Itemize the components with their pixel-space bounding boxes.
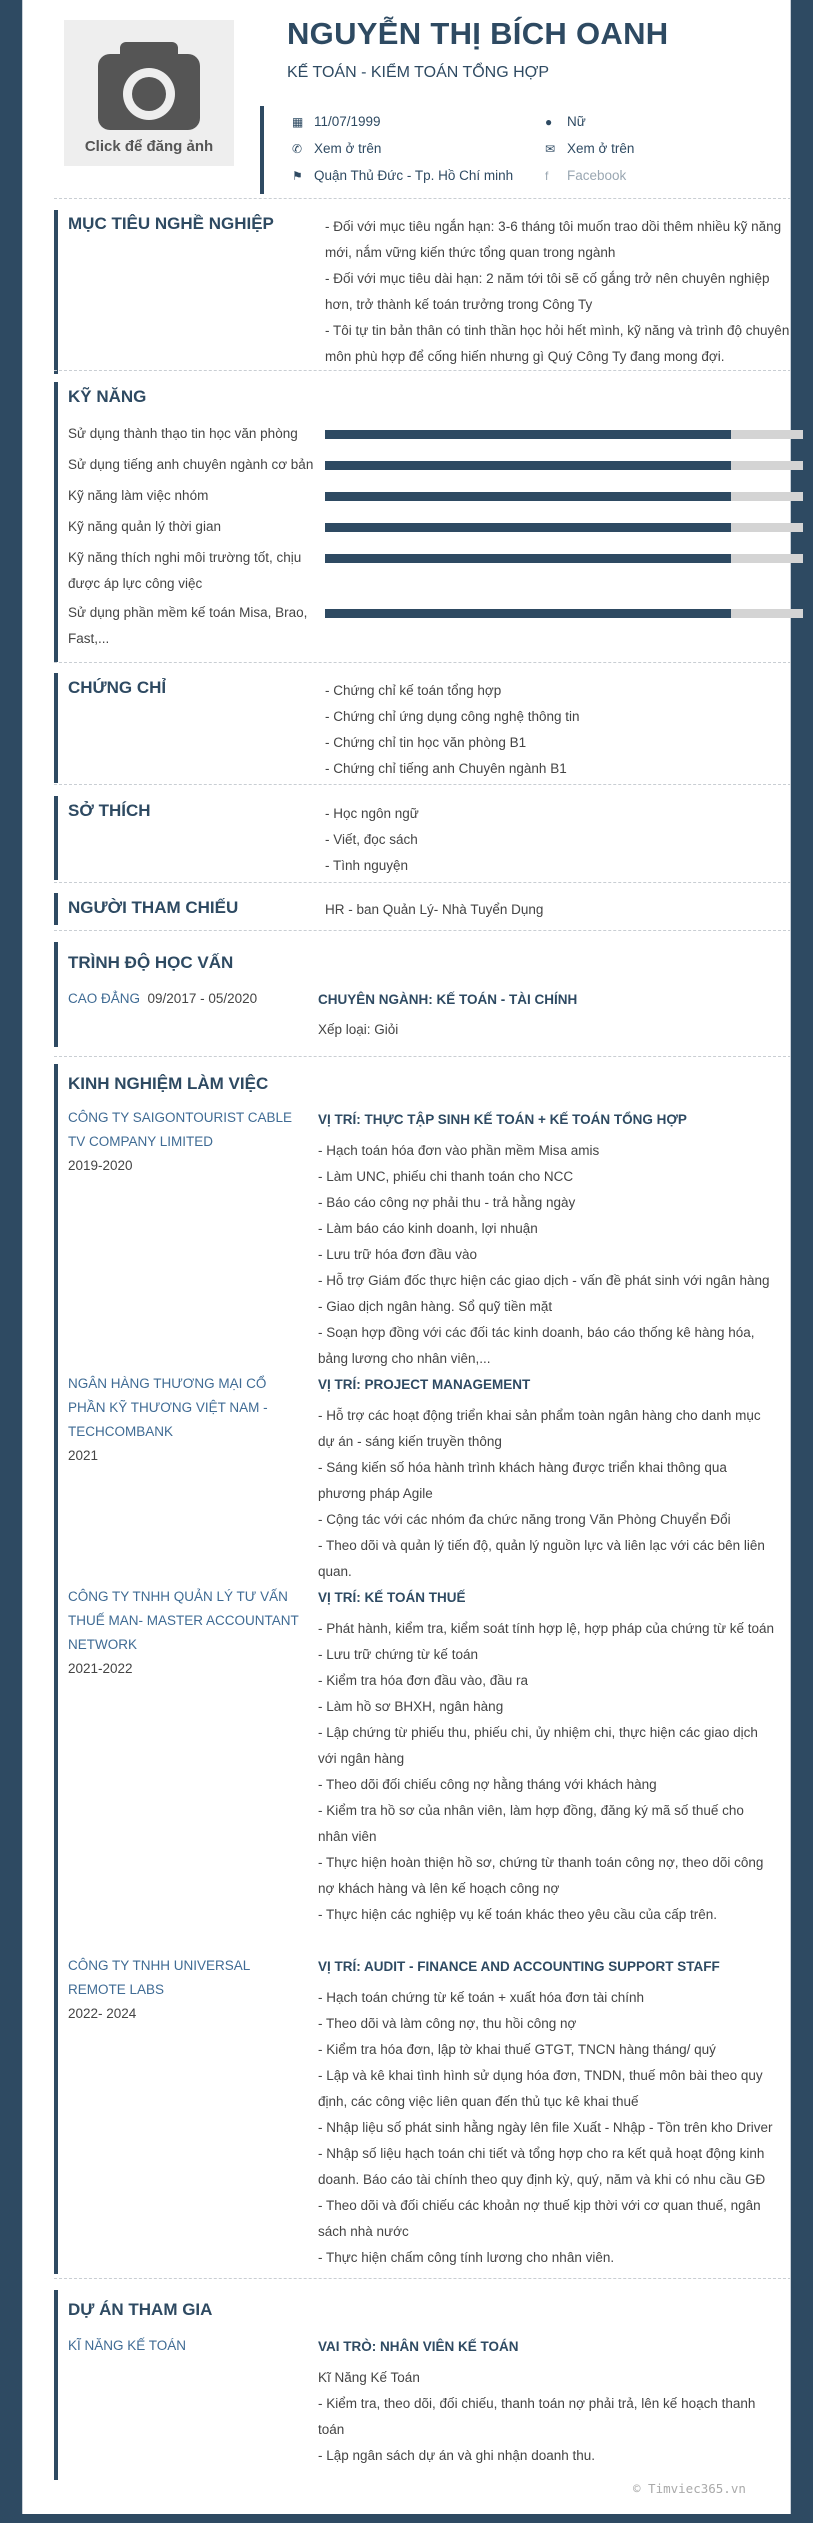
duty-item: - Lập chứng từ phiếu thu, phiếu chi, ủy nhiệm chi, thực hiện các giao dịch [318, 1725, 758, 1740]
info-accent-bar [260, 106, 264, 194]
company-years: 2022- 2024 [68, 2006, 137, 2021]
duty-item: - Theo dõi và làm công nợ, thu hồi công nợ [318, 2016, 577, 2031]
skill-bar [325, 523, 803, 532]
experience-duties [318, 1138, 788, 1372]
education-period: 09/2017 - 05/2020 [147, 991, 258, 1006]
address-row [292, 168, 513, 183]
duty-item: - Nhập số liệu hạch toán chi tiết và tổng hợp cho ra kết quả hoạt động kinh [318, 2146, 765, 2161]
objective-line: - Đối với mục tiêu dài hạn: 2 năm tới tôi sẽ cố gắng trở nên chuyên nghiệp [325, 271, 770, 286]
duty-item: - Lưu trữ chứng từ kế toán [318, 1647, 478, 1662]
duty-item: - Lưu trữ hóa đơn đầu vào [318, 1247, 478, 1262]
certificates-title: CHỨNG CHỈ [68, 678, 167, 697]
skill-bar-fill [325, 554, 731, 563]
email-row [545, 141, 634, 156]
experience-company [68, 1372, 303, 1468]
duty-item: - Giao dịch ngân hàng. Sổ quỹ tiền mặt [318, 1299, 553, 1314]
duty-item: - Làm UNC, phiếu chi thanh toán cho NCC [318, 1169, 574, 1184]
skill-bar [325, 609, 803, 618]
objective-title: MỤC TIÊU NGHỀ NGHIỆP [68, 214, 274, 233]
project-role: VAI TRÒ: NHÂN VIÊN KẾ TOÁN [318, 2339, 519, 2354]
skill-bar-fill [325, 523, 731, 532]
skill-label: Sử dụng phần mềm kế toán Misa, Brao, Fast,... [68, 605, 308, 646]
certificates-list [325, 678, 785, 782]
gender-value: Nữ [567, 114, 586, 129]
company-years: 2021 [68, 1448, 99, 1463]
divider [54, 370, 791, 371]
skill-label: Kỹ năng thích nghi môi trường tốt, chịu được áp lực công việc [68, 550, 302, 591]
duty-item: - Hỗ trợ các hoạt động triển khai sản phẩm toàn ngân hàng cho danh mục [318, 1408, 761, 1423]
facebook-icon: f [545, 169, 549, 183]
skill-bar [325, 492, 803, 501]
education-title: TRÌNH ĐỘ HỌC VẤN [68, 953, 234, 972]
education-accent-bar [54, 942, 58, 1047]
duty-item: định, các công việc liên quan đến thủ tục kê khai thuế [318, 2094, 639, 2109]
company-name: CÔNG TY TNHH UNIVERSAL REMOTE LABS [68, 1958, 250, 1997]
skills-title: KỸ NĂNG [68, 387, 147, 406]
education-major: CHUYÊN NGÀNH: KẾ TOÁN - TÀI CHÍNH [318, 992, 578, 1007]
hobbies-title: SỞ THÍCH [68, 801, 151, 820]
divider [54, 2278, 791, 2279]
experience-accent-bar [54, 1064, 58, 2274]
certificate-item: - Chứng chỉ kế toán tổng hợp [325, 683, 502, 698]
duty-item: - Thực hiện các nghiệp vụ kế toán khác theo yêu cầu của cấp trên. [318, 1907, 718, 1922]
watermark: © Timviec365.vn [633, 2481, 746, 2496]
skill-bar-fill [325, 609, 731, 618]
birthday-value: 11/07/1999 [314, 114, 381, 129]
experience-position: VỊ TRÍ: AUDIT - FINANCE AND ACCOUNTING SUPPORT STAFF [318, 1959, 720, 1974]
duty-item: doanh. Báo cáo tài chính theo quy định kỳ, quý, năm và khi có nhu cầu GĐ [318, 2172, 766, 2187]
skill-bar-fill [325, 461, 731, 470]
gender-row [545, 114, 586, 129]
skill-bar-fill [325, 492, 731, 501]
duty-item: - Hạch toán hóa đơn vào phần mềm Misa amis [318, 1143, 600, 1158]
objective-line: hơn, trở thành kế toán trưởng trong Công Ty [325, 297, 593, 312]
duty-item: - Kiểm tra hóa đơn, lập tờ khai thuế GTGT, TNCN hàng tháng/ quý [318, 2042, 716, 2057]
hobby-item: - Tình nguyện [325, 858, 409, 873]
duty-item: dự án - sáng kiến truyền thông [318, 1434, 502, 1449]
references-title: NGƯỜI THAM CHIẾU [68, 898, 239, 917]
duty-item: - Làm báo cáo kinh doanh, lợi nhuận [318, 1221, 538, 1236]
email-icon: ✉ [545, 142, 556, 156]
project-details [318, 2365, 788, 2469]
duty-item: - Báo cáo công nợ phải thu - trả hằng ngày [318, 1195, 576, 1210]
duty-item: phương pháp Agile [318, 1486, 433, 1501]
duty-item: - Theo dõi và đối chiếu các khoản nợ thuế kịp thời với cơ quan thuế, ngân [318, 2198, 761, 2213]
duty-item: nợ khách hàng và lên kế hoạch công nợ [318, 1881, 560, 1896]
experience-company [68, 1585, 303, 1681]
duty-item: - Kiểm tra hồ sơ của nhân viên, làm hợp đồng, đăng ký mã số thuế cho [318, 1803, 744, 1818]
experience-position: VỊ TRÍ: PROJECT MANAGEMENT [318, 1377, 531, 1392]
duty-item: - Thực hiện chấm công tính lương cho nhân viên. [318, 2250, 615, 2265]
company-name: CÔNG TY SAIGONTOURIST CABLE TV COMPANY LIMITED [68, 1110, 293, 1149]
skill-label: Kỹ năng quản lý thời gian [68, 519, 221, 534]
duty-item: với ngân hàng [318, 1751, 405, 1766]
skills-accent-bar [54, 382, 58, 662]
experience-company [68, 1954, 303, 2026]
facebook-value[interactable]: Facebook [567, 168, 627, 183]
address-value: Quận Thủ Đức - Tp. Hồ Chí minh [314, 168, 514, 183]
duty-item: - Soạn hợp đồng với các đối tác kinh doanh, báo cáo thống kê hàng hóa, [318, 1325, 755, 1340]
divider [54, 662, 791, 663]
skill-label: Sử dụng thành thạo tin học văn phòng [68, 426, 298, 441]
skill-bar-fill [325, 430, 731, 439]
phone-icon: ✆ [292, 142, 303, 156]
divider [54, 930, 791, 931]
certificate-item: - Chứng chỉ tin học văn phòng B1 [325, 735, 527, 750]
hobby-item: - Viết, đọc sách [325, 832, 418, 847]
skill-label: Sử dụng tiếng anh chuyên ngành cơ bản [68, 457, 314, 472]
divider [54, 198, 791, 199]
job-title: KẾ TOÁN - KIỂM TOÁN TỔNG HỢP [287, 64, 550, 81]
education-grade: Xếp loại: Giỏi [318, 1022, 399, 1037]
projects-title: DỰ ÁN THAM GIA [68, 2300, 213, 2319]
experience-duties [318, 1616, 788, 1928]
experience-company [68, 1106, 303, 1178]
duty-item: - Phát hành, kiểm tra, kiểm soát tính hợp lệ, hợp pháp của chứng từ kế toán [318, 1621, 775, 1636]
duty-item: - Hỗ trợ Giám đốc thực hiện các giao dịch - vấn đề phát sinh với ngân hàng [318, 1273, 770, 1288]
phone-value: Xem ở trên [314, 141, 382, 156]
company-years: 2019-2020 [68, 1158, 133, 1173]
bottom-border [0, 2514, 813, 2523]
objective-line: - Đối với mục tiêu ngắn hạn: 3-6 tháng tôi muốn trao dồi thêm nhiều kỹ năng [325, 219, 782, 234]
experience-position: VỊ TRÍ: KẾ TOÁN THUẾ [318, 1590, 466, 1605]
duty-item: - Nhập liệu số phát sinh hằng ngày lên file Xuất - Nhập - Tồn trên kho Driver [318, 2120, 773, 2135]
avatar-caption: Click để đăng ảnh [84, 138, 214, 155]
phone-row [292, 141, 381, 156]
duty-item: - Làm hồ sơ BHXH, ngân hàng [318, 1699, 504, 1714]
references-text: HR - ban Quản Lý- Nhà Tuyển Dụng [325, 902, 544, 917]
signpost-icon: ⚑ [292, 169, 303, 183]
experience-position: VỊ TRÍ: THỰC TẬP SINH KẾ TOÁN + KẾ TOÁN TỔNG HỢP [318, 1112, 687, 1127]
objective-line: môn phù hợp để cống hiến nhưng gì Quý Công Ty đang mong đợi. [325, 349, 725, 364]
calendar-icon: ▦ [292, 115, 304, 129]
project-line: Kĩ Năng Kế Toán [318, 2370, 420, 2385]
duty-item: - Sáng kiến số hóa hành trình khách hàng được triển khai thông qua [318, 1460, 727, 1475]
objective-line: - Tôi tự tin bản thân có tinh thần học hỏi hết mình, kỹ năng và trình độ chuyên [325, 323, 790, 338]
objective-accent-bar [54, 210, 58, 374]
left-border [0, 0, 22, 2523]
experience-duties [318, 1985, 788, 2271]
references-accent-bar [54, 893, 58, 925]
avatar-upload[interactable] [64, 20, 234, 166]
skill-bar [325, 461, 803, 470]
company-years: 2021-2022 [68, 1661, 133, 1676]
user-icon: ● [545, 115, 553, 129]
company-name: CÔNG TY TNHH QUẢN LÝ TƯ VẤN THUẾ MAN- MASTER ACCOUNTANT NETWORK [68, 1589, 299, 1652]
divider [54, 882, 791, 883]
projects-accent-bar [54, 2290, 58, 2480]
certificate-item: - Chứng chỉ tiếng anh Chuyên ngành B1 [325, 761, 567, 776]
company-name: NGÂN HÀNG THƯƠNG MẠI CỔ PHẦN KỸ THƯƠNG VIỆT NAM - TECHCOMBANK [68, 1376, 268, 1439]
objective-text [325, 214, 805, 370]
duty-item: - Theo dõi đối chiếu công nợ hằng tháng với khách hàng [318, 1777, 657, 1792]
project-line: - Lập ngân sách dự án và ghi nhận doanh thu. [318, 2448, 596, 2463]
project-name: KĨ NĂNG KẾ TOÁN [68, 2338, 187, 2353]
project-line: - Kiểm tra, theo dõi, đối chiếu, thanh toán nợ phải trả, lên kế hoạch thanh [318, 2396, 756, 2411]
camera-icon [98, 42, 200, 130]
duty-item: bảng lương cho nhân viên,... [318, 1351, 491, 1366]
objective-line: mới, nắm vững kiến thức tổng quan trong ngành [325, 245, 616, 260]
certificate-item: - Chứng chỉ ứng dụng công nghệ thông tin [325, 709, 580, 724]
email-value: Xem ở trên [567, 141, 635, 156]
duty-item: - Thực hiện hoàn thiện hồ sơ, chứng từ thanh toán công nợ, theo dõi công [318, 1855, 764, 1870]
duty-item: sách nhà nước [318, 2224, 409, 2239]
skill-bar [325, 430, 803, 439]
facebook-row[interactable] [545, 168, 626, 183]
birthday-row [292, 114, 381, 129]
skill-label: Kỹ năng làm việc nhóm [68, 488, 209, 503]
right-border [791, 0, 813, 2523]
duty-item: - Kiểm tra hóa đơn đầu vào, đầu ra [318, 1673, 528, 1688]
hobbies-list [325, 801, 785, 879]
education-school: CAO ĐẲNG [68, 991, 141, 1006]
divider [54, 1056, 791, 1057]
duty-item: - Hạch toán chứng từ kế toán + xuất hóa đơn tài chính [318, 1990, 645, 2005]
duty-item: quan. [318, 1564, 352, 1579]
experience-title: KINH NGHIỆM LÀM VIỆC [68, 1074, 269, 1093]
duty-item: - Lập và kê khai tình hình sử dụng hóa đơn, TNDN, thuế môn bài theo quy [318, 2068, 763, 2083]
duty-item: - Cộng tác với các nhóm đa chức năng trong Văn Phòng Chuyển Đổi [318, 1512, 731, 1527]
hobby-item: - Học ngôn ngữ [325, 806, 419, 821]
project-line: toán [318, 2422, 345, 2437]
hobbies-accent-bar [54, 796, 58, 880]
divider [54, 784, 791, 785]
education-school-row [68, 986, 257, 1012]
candidate-name: NGUYỄN THỊ BÍCH OANH [287, 16, 669, 51]
skill-bar [325, 554, 803, 563]
certificates-accent-bar [54, 673, 58, 783]
duty-item: - Theo dõi và quản lý tiến độ, quản lý nguồn lực và liên lạc với các bên liên [318, 1538, 765, 1553]
duty-item: nhân viên [318, 1829, 377, 1844]
experience-duties [318, 1403, 788, 1585]
